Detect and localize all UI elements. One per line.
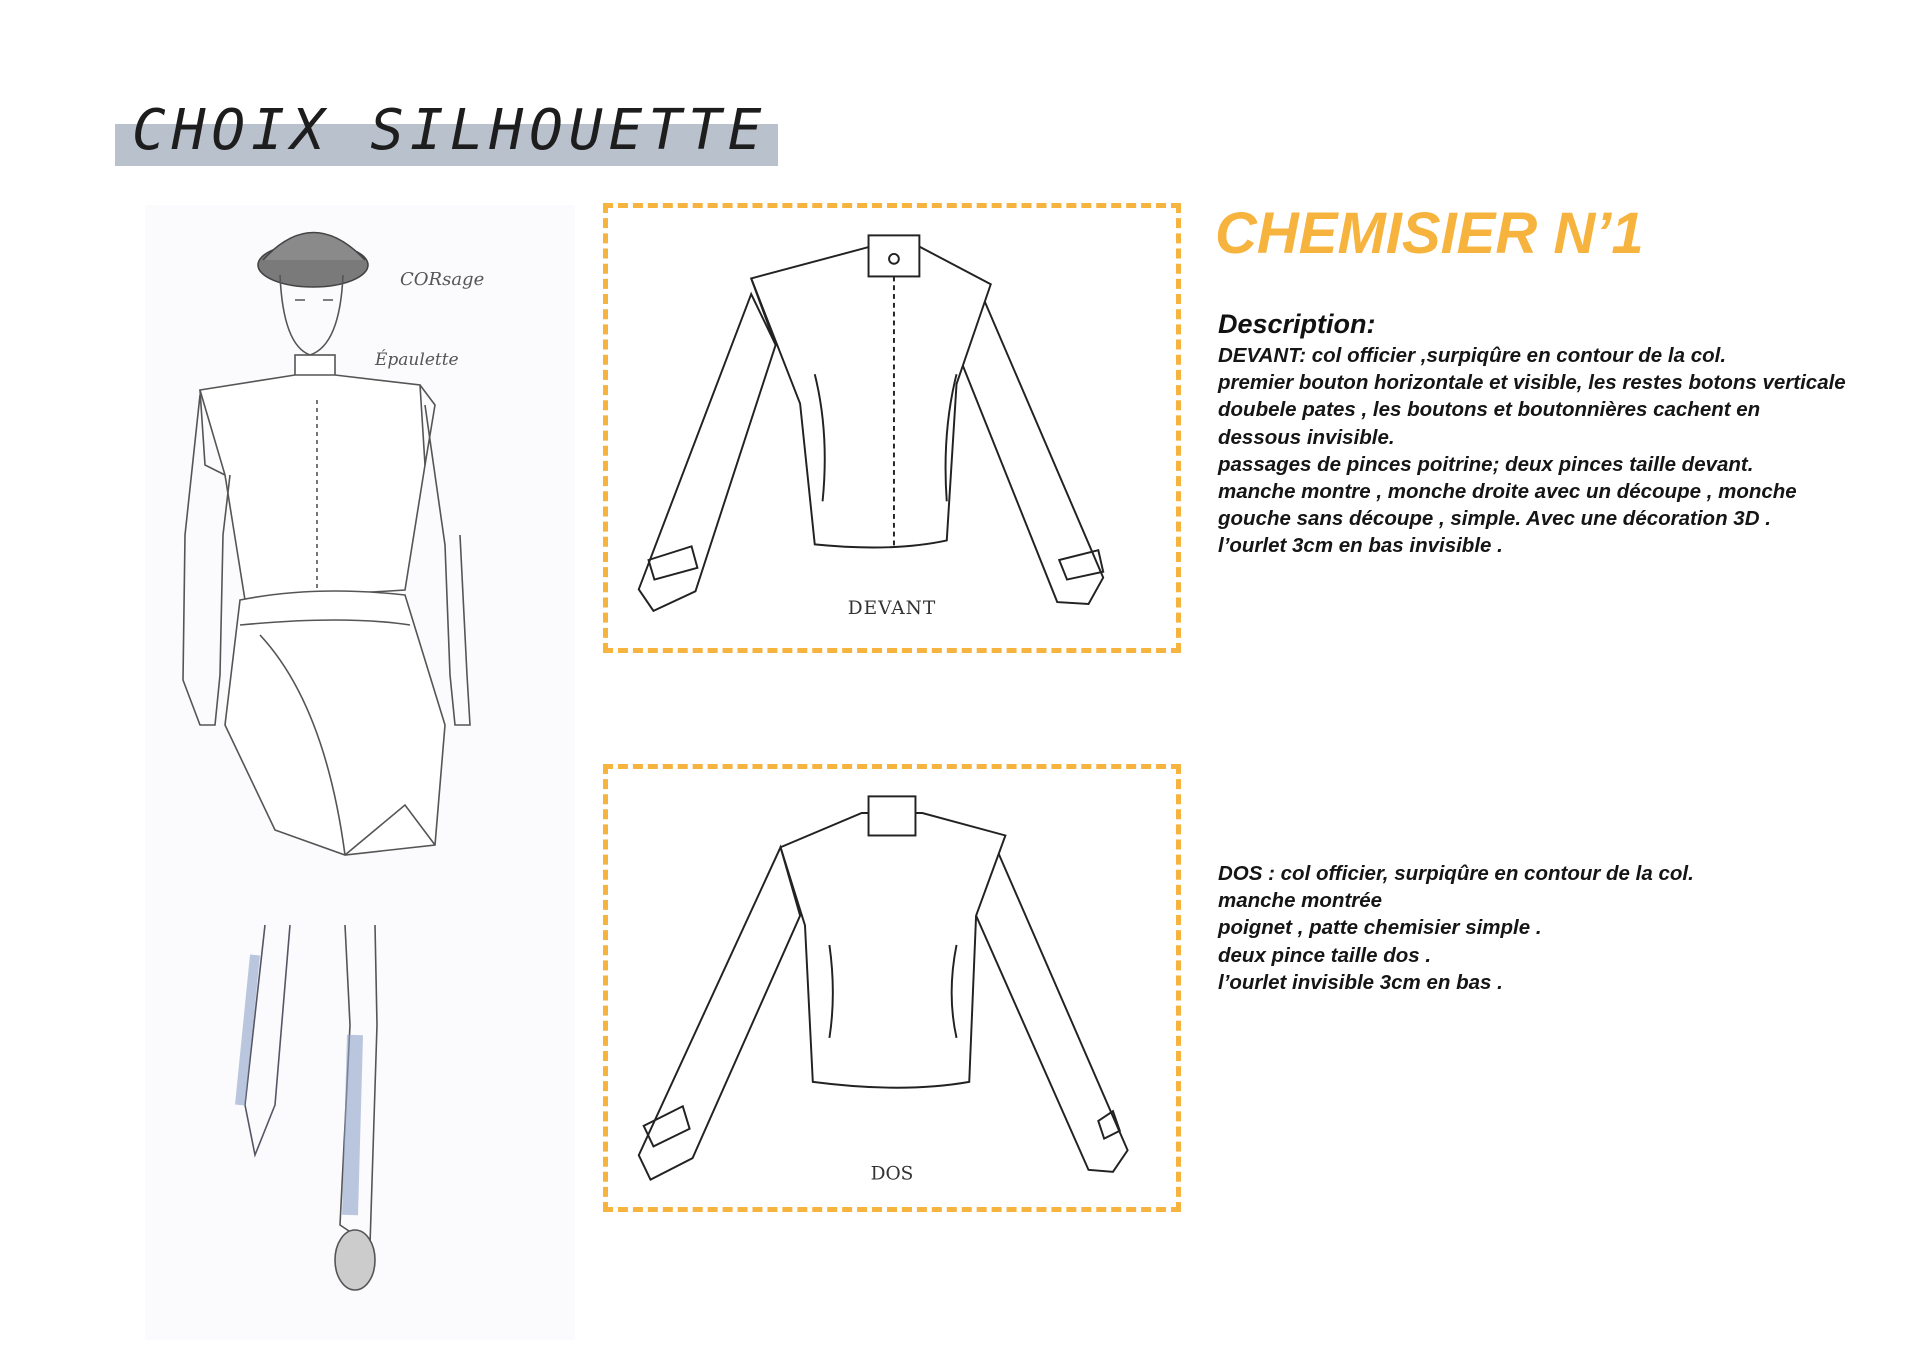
back-view-label: DOS — [870, 1163, 914, 1185]
front-view-frame — [603, 203, 1181, 653]
back-description-line: poignet , patte chemisier simple . — [1218, 916, 1542, 940]
back-description-line: manche montrée — [1218, 889, 1383, 913]
page-title: CHOIX SILHOUETTE — [132, 98, 768, 163]
sketch-annotation-corsage: CORsage — [400, 269, 485, 290]
front-description-line: gouche sans découpe , simple. Avec une décoration 3D . — [1218, 507, 1771, 531]
product-title: CHEMISIER N’1 — [1215, 201, 1644, 266]
back-description-line: deux pince taille dos . — [1218, 943, 1432, 967]
front-description-line: DEVANT: col officier ,surpiqûre en contour de la col. — [1218, 344, 1727, 367]
back-view-frame — [603, 764, 1181, 1212]
sketch-annotation-epaulette: Épaulette — [375, 350, 459, 370]
front-description-line: l’ourlet 3cm en bas invisible . — [1218, 534, 1503, 558]
back-description-line: DOS : col officier, surpiqûre en contour de la col. — [1218, 862, 1694, 885]
fashion-sketch-drawing — [145, 205, 575, 1340]
front-description-line: doubele pates , les boutons et boutonnières cachent en — [1218, 398, 1761, 422]
description-heading: Description: — [1218, 309, 1376, 339]
front-description-line: dessous invisible. — [1218, 425, 1395, 449]
front-description-line: premier bouton horizontale et visible, les restes botons verticale — [1218, 371, 1846, 395]
front-view-label: DEVANT — [847, 597, 937, 619]
fashion-sketch — [145, 205, 575, 1340]
back-description — [1218, 860, 1694, 996]
shirt-front-drawing — [608, 208, 1176, 648]
front-description — [1218, 342, 1846, 560]
back-description-line: l’ourlet invisible 3cm en bas . — [1218, 970, 1503, 994]
shirt-back-drawing — [608, 769, 1176, 1207]
front-description-line: passages de pinces poitrine; deux pinces taille devant. — [1218, 452, 1754, 476]
front-description-line: manche montre , monche droite avec un découpe , monche — [1218, 480, 1797, 504]
